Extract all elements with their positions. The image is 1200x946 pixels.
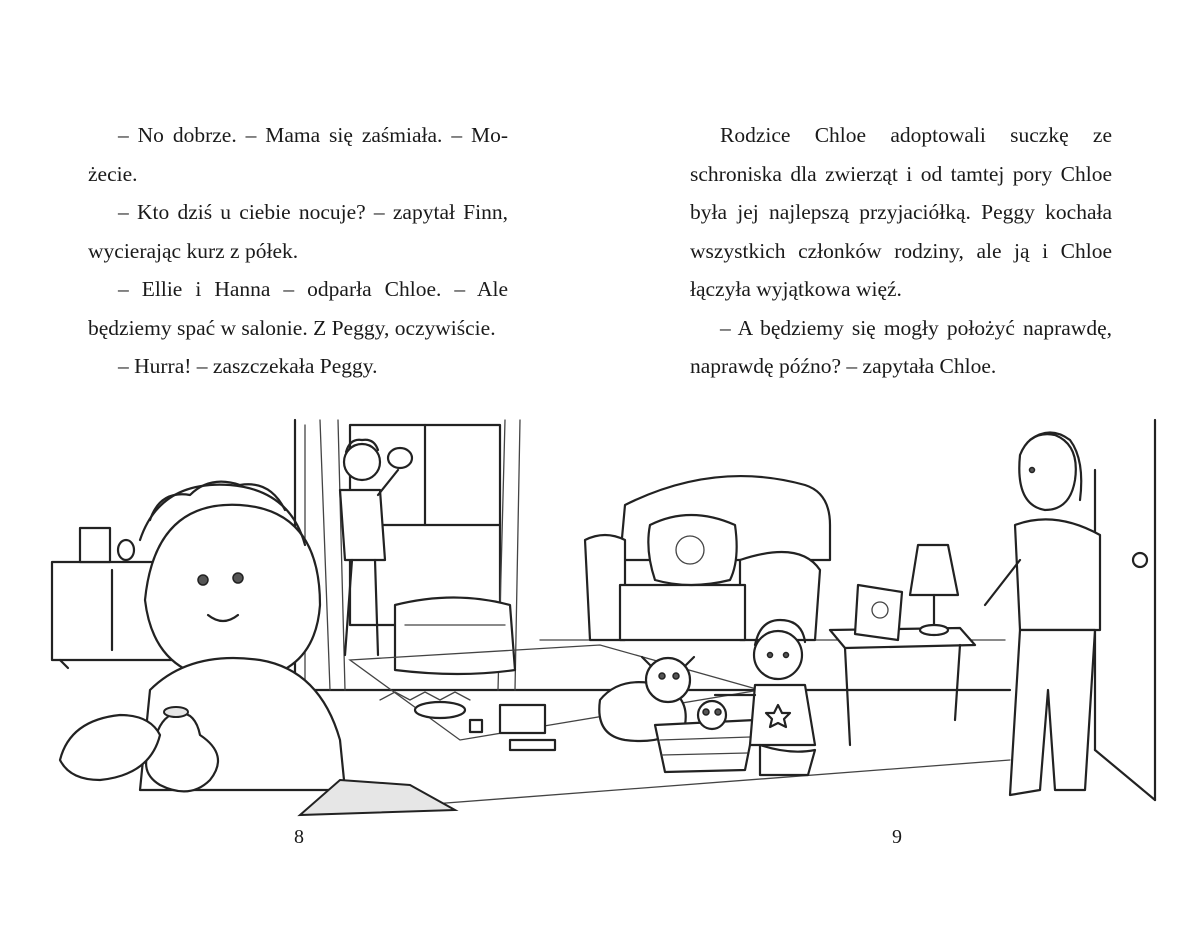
page-number-left: 8 xyxy=(294,826,304,848)
lamp-icon xyxy=(910,545,958,635)
vase-icon xyxy=(60,707,218,791)
photo-frame-icon xyxy=(855,585,902,640)
mother-icon xyxy=(985,433,1100,796)
paragraph: – No dobrze. – Mama się zaśmiała. – Mo-żecie. xyxy=(88,123,508,186)
paragraph: – Kto dziś u ciebie nocuje? – zapytał Finn, wycierając kurz z półek. xyxy=(88,200,508,263)
paragraph: – Hurra! – zaszczekała Peggy. xyxy=(118,354,378,378)
paragraph: – Ellie i Hanna – odparła Chloe. – Ale będziemy spać w salonie. Z Peggy, oczywiście. xyxy=(88,277,508,340)
sofa-icon xyxy=(585,476,830,640)
paragraph: – A będziemy się mogły położyć naprawdę, naprawdę późno? – zapytała Chloe. xyxy=(690,315,1112,378)
page-number-right: 9 xyxy=(892,826,902,848)
toys xyxy=(415,702,555,750)
ottoman-icon xyxy=(395,598,515,675)
paragraph: Rodzice Chloe adoptowali suczkę ze schroniska dla zwierząt i od tamtej pory Chloe była jej najlepszą przyjaciółką. Peggy kochała wszystkich członków rodziny, ale ją i Chloe łączyła wyjątkowa więź. xyxy=(690,123,1112,301)
side-table xyxy=(830,628,975,745)
